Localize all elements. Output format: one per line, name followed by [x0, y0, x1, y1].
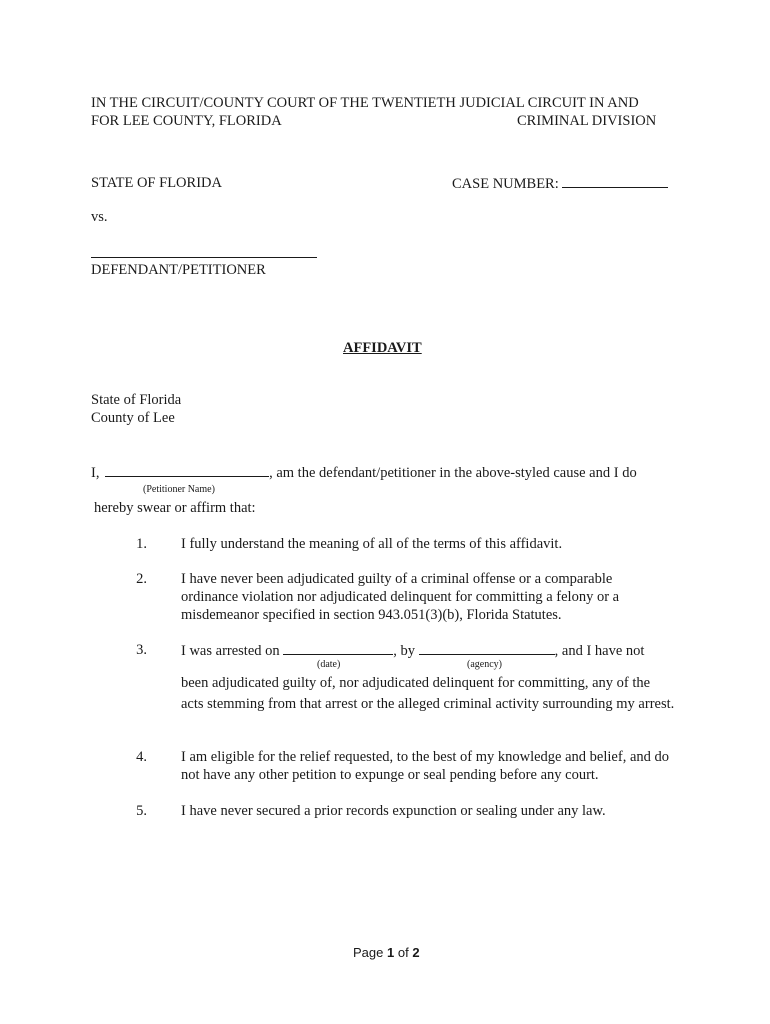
item-3-suffix: , and I have not: [554, 643, 645, 659]
court-header-line-1: IN THE CIRCUIT/COUNTY COURT OF THE TWENTIETH JUDICIAL CIRCUIT IN AND: [91, 95, 639, 111]
arrest-date-hint: (date): [317, 659, 341, 670]
petitioner-name-hint: (Petitioner Name): [143, 484, 215, 495]
arrest-date-field[interactable]: [283, 641, 393, 655]
item-4-text: I am eligible for the relief requested, to the best of my knowledge and belief, and do not have any other petition to expunge or seal pending before any court.: [181, 749, 670, 783]
item-1-number: 1.: [136, 536, 147, 552]
item-5-text: I have never secured a prior records expunction or sealing under any law.: [181, 803, 606, 819]
current-page-number: 1: [387, 945, 395, 960]
page-footer: [353, 944, 420, 962]
court-header-division: CRIMINAL DIVISION: [517, 113, 657, 129]
defendant-name-field[interactable]: [91, 257, 317, 258]
case-number-field[interactable]: [562, 174, 668, 188]
intro-suffix: , am the defendant/petitioner in the above-styled cause and I do: [269, 465, 637, 481]
item-3-prefix: I was arrested on: [181, 643, 280, 659]
document-title: AFFIDAVIT: [343, 340, 422, 356]
item-2-text: I have never been adjudicated guilty of a criminal offense or a comparable ordinance violation nor adjudicated delinquent for committing a felony or a misdemeanor specified in section 943.051(3)(b), Florida Statutes.: [181, 571, 620, 623]
case-number-row: [452, 174, 668, 193]
defendant-label: DEFENDANT/PETITIONER: [91, 262, 266, 278]
venue-state: State of Florida: [91, 392, 182, 408]
of-word: of: [397, 945, 409, 960]
venue-county: County of Lee: [91, 410, 175, 426]
item-5-number: 5.: [136, 803, 147, 819]
court-header-county: FOR LEE COUNTY, FLORIDA: [91, 113, 282, 129]
item-3-middle: , by: [393, 643, 416, 659]
petitioner-name-field[interactable]: [105, 463, 269, 477]
intro-line: [91, 463, 637, 482]
item-2-number: 2.: [136, 571, 147, 587]
arrest-agency-hint: (agency): [467, 659, 502, 670]
intro-prefix: I,: [91, 465, 100, 481]
total-pages-number: 2: [412, 945, 420, 960]
item-3-number: 3.: [136, 642, 147, 658]
item-3-arrest-line: [181, 641, 644, 660]
page-word: Page: [353, 945, 384, 960]
item-1-text: I fully understand the meaning of all of the terms of this affidavit.: [181, 536, 563, 552]
case-number-label: CASE NUMBER:: [452, 176, 559, 192]
caption-state: STATE OF FLORIDA: [91, 175, 222, 191]
intro-line-2: hereby swear or affirm that:: [94, 500, 256, 516]
arrest-agency-field[interactable]: [419, 641, 555, 655]
item-4-number: 4.: [136, 749, 147, 765]
caption-versus: vs.: [91, 209, 108, 225]
item-3-continuation: been adjudicated guilty of, nor adjudicated delinquent for committing, any of the acts stemming from that arrest or the alleged criminal activity surrounding my arrest.: [181, 675, 675, 712]
